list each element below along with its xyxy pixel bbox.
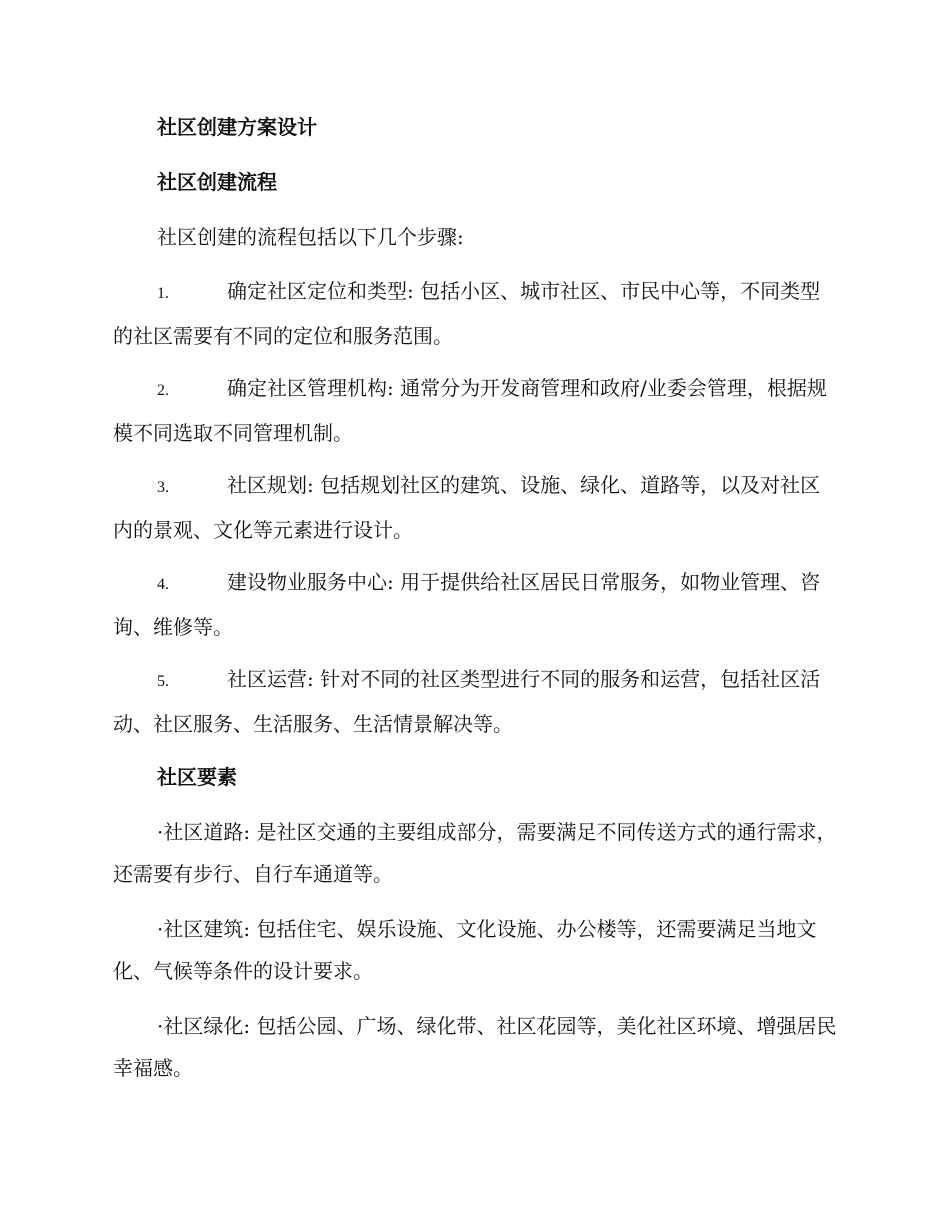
step-text: 确定社区定位和类型: 包括小区、城市社区、市民中心等，不同类型的社区需要有不同的定位和服务范围。 <box>113 279 821 348</box>
element-text: 社区道路: 是社区交通的主要组成部分，需要满足不同传送方式的通行需求，还需要有步行、自行车通道等。 <box>113 820 837 886</box>
step-text: 社区规划: 包括规划社区的建筑、设施、绿化、道路等，以及对社区内的景观、文化等元素进行设计。 <box>113 473 821 542</box>
section-heading-elements: 社区要素 <box>157 765 237 789</box>
step-number: 1. <box>157 285 169 302</box>
step-item <box>113 464 837 551</box>
element-item <box>113 1005 837 1089</box>
section-heading-process: 社区创建流程 <box>157 170 277 194</box>
step-item <box>113 658 837 745</box>
element-text: 社区绿化: 包括公园、广场、绿化带、社区花园等，美化社区环境、增强居民幸福感。 <box>113 1014 837 1080</box>
step-number: 4. <box>157 576 169 593</box>
step-text: 建设物业服务中心: 用于提供给社区居民日常服务，如物业管理、咨询、维修等。 <box>113 570 821 639</box>
element-text: 社区建筑: 包括住宅、娱乐设施、文化设施、办公楼等，还需要满足当地文化、气候等条件的设计要求。 <box>113 917 817 983</box>
element-item <box>113 811 837 895</box>
bullet-icon: · <box>157 1014 164 1038</box>
section-intro: 社区创建的流程包括以下几个步骤: <box>157 225 464 249</box>
step-item <box>113 367 837 454</box>
step-number: 5. <box>157 673 169 690</box>
bullet-icon: · <box>157 820 164 844</box>
step-item <box>113 270 837 357</box>
step-number: 3. <box>157 479 169 496</box>
step-text: 确定社区管理机构: 通常分为开发商管理和政府/业委会管理，根据规模不同选取不同管理机制。 <box>113 376 827 445</box>
step-number: 2. <box>157 382 169 399</box>
element-item <box>113 908 837 992</box>
bullet-icon: · <box>157 917 164 941</box>
document-title: 社区创建方案设计 <box>157 115 317 139</box>
step-item <box>113 561 837 648</box>
step-text: 社区运营: 针对不同的社区类型进行不同的服务和运营，包括社区活动、社区服务、生活服务、生活情景解决等。 <box>113 667 821 736</box>
